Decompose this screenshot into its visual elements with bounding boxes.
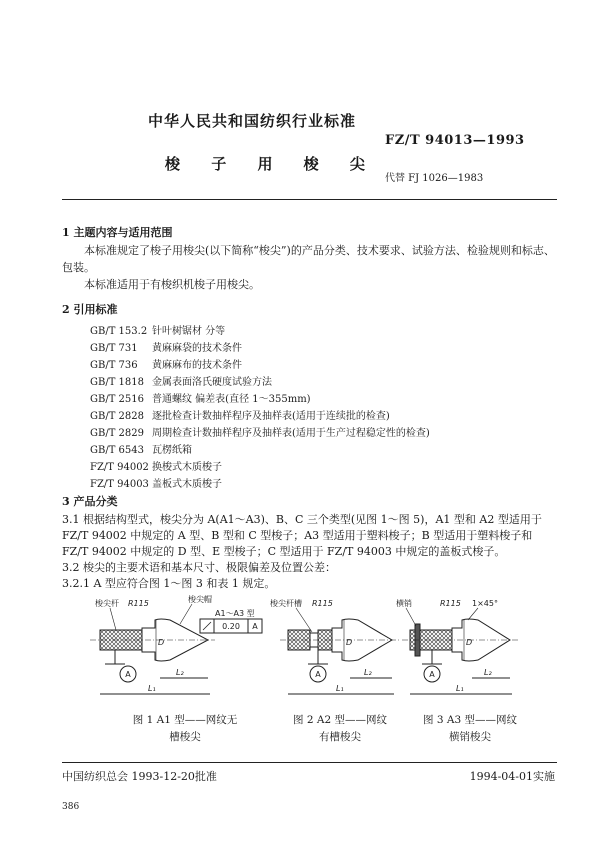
fig3-dim-l2: L₂ [484,668,492,677]
reference-code: GB/T 736 [90,360,138,371]
fig1-tol-label: A1～A3 型 [215,609,255,618]
reference-title: 黄麻麻袋的技术条件 [152,343,242,354]
fig1-label-r: R115 [128,599,149,608]
replaces-note: 代替 FJ 1026—1983 [385,173,484,184]
reference-item [90,390,311,406]
approval-date: 中国纺织总会 1993-12-20批准 [62,770,217,783]
figure-3-caption-line-2: 横销梭尖 [449,731,491,743]
org-title: 中华人民共和国纺织行业标准 [148,112,357,130]
fig2-dim-d: D [346,638,353,647]
fig3-dim-d: D [466,638,473,647]
reference-item [90,373,272,389]
fig3-dim-l1: L₁ [456,684,464,693]
reference-title: 逐批检查计数抽样程序及抽样表(适用于连续批的检查) [152,411,390,422]
reference-title: 周期检查计数抽样程序及抽样表(适用于生产过程稳定性的检查) [152,428,430,439]
reference-code: GB/T 1818 [90,377,145,388]
figure-2-caption [270,712,410,746]
clause-3-2: 3.2 梭尖的主要术语和基本尺寸、极限偏差及位置公差： [62,561,336,574]
fig2-dim-l1: L₁ [336,684,344,693]
fig3-label-pin: 横销 [396,599,412,608]
fig1-dim-l2: L₂ [176,668,184,677]
reference-item [90,475,222,491]
reference-item [90,424,430,440]
reference-item [90,339,242,355]
reference-code: FZ/T 94003 [90,479,149,490]
figure-3-a3-tip [396,598,518,694]
fig1-label-rod: 梭尖杆 [95,599,119,608]
reference-item [90,441,192,457]
figure-2-a2-tip [270,598,400,694]
page-number: 386 [62,802,80,812]
section-3-heading: 3 产品分类 [62,495,118,508]
reference-code: GB/T 2828 [90,411,145,422]
reference-title: 瓦楞纸箱 [152,445,192,456]
reference-code: GB/T 2829 [90,428,145,439]
document-title: 梭 子 用 梭 尖 [165,155,371,173]
fig3-datum: A [429,670,435,679]
fig2-label-r: R115 [312,599,333,608]
fig2-datum: A [315,670,321,679]
figure-3-caption [400,712,540,746]
section-1-para-2: 本标准适用于有梭织机梭子用梭尖。 [84,278,260,291]
fig1-dim-d: D [158,638,165,647]
reference-title: 盖板式木质梭子 [152,479,222,490]
reference-code: GB/T 6543 [90,445,145,456]
figure-1-a1-tip [90,594,262,694]
reference-code: FZ/T 94002 [90,462,149,473]
clause-3-1: 3.1 根据结构型式，梭尖分为 A(A1～A3)、B、C 三个类型(见图 1～图 5)，A1 型和 A2 型适用于 FZ/T 94002 中规定的 A 型、B 型和 C 型梭子；A3 型适用于塑料梭子；B 型适用于塑料梭子和 FZ/T 94002 中规定的 D 型、E 型梭子；C 型适用于 FZ/T 94003 中规定的盖板式梭子。 [62,513,542,558]
fig1-datum: A [125,670,131,679]
fig2-dim-l2: L₂ [364,668,372,677]
figure-1-caption [110,712,260,746]
reference-item [90,356,242,372]
section-2-heading: 2 引用标准 [62,303,118,316]
clause-3-2-1: 3.2.1 A 型应符合图 1～图 3 和表 1 规定。 [62,577,276,590]
figure-3-caption-line-1: 图 3 A3 型——网纹 [423,714,517,726]
reference-title: 金属表面洛氏硬度试验方法 [152,377,272,388]
reference-code: GB/T 153.2 [90,326,148,337]
reference-title: 黄麻麻布的技术条件 [152,360,242,371]
reference-title: 普通螺纹 偏差表(直径 1～355mm) [152,394,311,405]
fig1-tol-datum: A [252,622,258,631]
section-1-para-1: 本标准规定了梭子用梭尖(以下简称“梭尖”)的产品分类、技术要求、试验方法、检验规则和标志、包装。 [62,244,555,274]
fig1-dim-l1: L₁ [148,684,156,693]
section-1-heading: 1 主题内容与适用范围 [62,226,173,239]
reference-title: 换梭式木质梭子 [152,462,222,473]
figure-1-caption-line-1: 图 1 A1 型——网纹无 [132,714,238,726]
effective-date: 1994-04-01实施 [469,770,555,783]
reference-code: GB/T 2516 [90,394,145,405]
figure-1-caption-line-2: 槽梭尖 [169,731,201,743]
reference-code: GB/T 731 [90,343,138,354]
reference-title: 针叶树锯材 分等 [152,326,226,337]
reference-item [90,458,222,474]
standard-number: FZ/T 94013—1993 [385,133,525,148]
figure-2-caption-line-1: 图 2 A2 型——网纹 [293,714,387,726]
figures-1-3-drawing [60,590,560,712]
fig3-label-chamfer: 1×45° [472,599,498,608]
footer-rule [62,762,557,763]
fig2-label-rod-groove: 梭尖杆槽 [270,599,302,608]
header-rule [62,199,557,200]
reference-item [90,407,390,423]
reference-item [90,322,225,338]
fig1-tol-value: 0.20 [222,622,240,631]
fig1-label-neck: 梭尖帽 [188,595,212,604]
figure-2-caption-line-2: 有槽梭尖 [319,731,361,743]
fig3-label-r: R115 [440,599,461,608]
